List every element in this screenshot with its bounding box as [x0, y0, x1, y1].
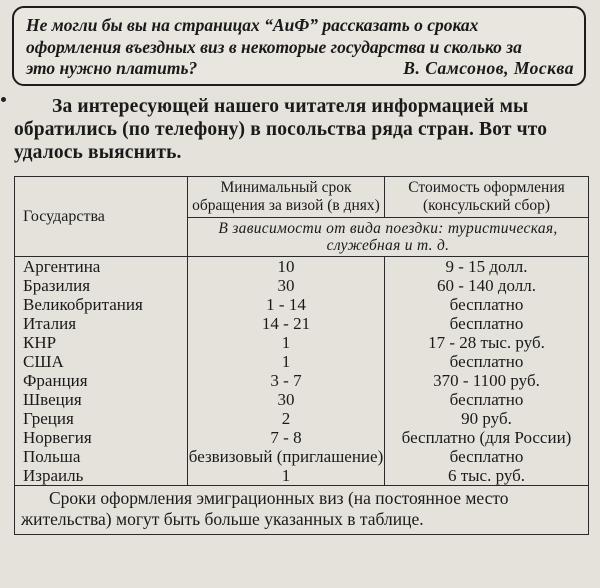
term-cell: 1	[188, 333, 385, 352]
term-cell: 30	[188, 276, 385, 295]
footer-row	[15, 486, 589, 535]
country-cell: Бразилия	[15, 276, 188, 295]
header-cost: Стоимость оформления (консульский сбор)	[385, 177, 589, 218]
cost-cell: 90 руб.	[385, 409, 589, 428]
term-cell: 14 - 21	[188, 314, 385, 333]
question-line-3-row	[26, 58, 574, 80]
table-row	[15, 276, 589, 295]
bullet-marker	[1, 97, 6, 102]
term-cell: 1	[188, 466, 385, 486]
cost-cell: 60 - 140 долл.	[385, 276, 589, 295]
table-row	[15, 409, 589, 428]
country-cell: США	[15, 352, 188, 371]
table-row	[15, 295, 589, 314]
country-cell: Швеция	[15, 390, 188, 409]
cost-cell: 370 - 1100 руб.	[385, 371, 589, 390]
question-author: В. Самсонов, Москва	[403, 58, 574, 78]
country-cell: Италия	[15, 314, 188, 333]
term-cell: 10	[188, 257, 385, 277]
visa-table	[14, 176, 589, 535]
table-row	[15, 466, 589, 486]
footer-text: Сроки оформления эмиграционных виз (на постоянное место жительства) могут быть больше указанных в таблице.	[21, 488, 509, 529]
term-cell: 2	[188, 409, 385, 428]
table-row	[15, 314, 589, 333]
term-cell: 1 - 14	[188, 295, 385, 314]
question-line-3: это нужно платить?	[26, 58, 198, 78]
question-line-2: оформления въездных виз в некоторые государства и сколько за	[26, 36, 522, 57]
country-cell: Великобритания	[15, 295, 188, 314]
table-footer-note	[15, 486, 589, 535]
term-cell: 1	[188, 352, 385, 371]
cost-cell: бесплатно	[385, 447, 589, 466]
cost-cell: 17 - 28 тыс. руб.	[385, 333, 589, 352]
table-body	[15, 257, 589, 486]
term-cell: 30	[188, 390, 385, 409]
cost-cell: бесплатно	[385, 352, 589, 371]
header-row	[15, 177, 589, 218]
term-cell: 3 - 7	[188, 371, 385, 390]
table-row	[15, 371, 589, 390]
question-line-1: Не могли бы вы на страницах “АиФ” рассказать о сроках	[26, 15, 479, 35]
table-row	[15, 447, 589, 466]
country-cell: Греция	[15, 409, 188, 428]
country-cell: Аргентина	[15, 257, 188, 277]
country-cell: Норвегия	[15, 428, 188, 447]
country-cell: Израиль	[15, 466, 188, 486]
cost-note: В зависимости от вида поездки: туристическая, служебная и т. д.	[188, 218, 589, 257]
table-row	[15, 333, 589, 352]
intro-text: За интересующей нашего читателя информацией мы обратились (по телефону) в посольства ряда стран. Вот что удалось выяснить.	[14, 96, 548, 163]
cost-cell: бесплатно	[385, 295, 589, 314]
country-cell: Франция	[15, 371, 188, 390]
term-cell: безвизовый (приглашение)	[188, 447, 384, 466]
cost-cell: бесплатно	[385, 390, 589, 409]
header-term: Минимальный срок обращения за визой (в днях)	[188, 177, 385, 218]
term-cell: 7 - 8	[188, 428, 385, 447]
table-row	[15, 352, 589, 371]
cost-cell: 9 - 15 долл.	[385, 257, 589, 277]
country-cell: КНР	[15, 333, 188, 352]
cost-cell: 6 тыс. руб.	[385, 466, 589, 486]
table-row	[15, 390, 589, 409]
cost-cell: бесплатно	[385, 314, 589, 333]
intro-paragraph	[14, 95, 589, 164]
country-cell: Польша	[15, 447, 188, 466]
table-row	[15, 428, 589, 447]
cost-cell: бесплатно (для России)	[385, 428, 589, 447]
header-country: Государства	[15, 177, 188, 257]
table-row	[15, 257, 589, 277]
reader-question-box	[12, 6, 586, 86]
